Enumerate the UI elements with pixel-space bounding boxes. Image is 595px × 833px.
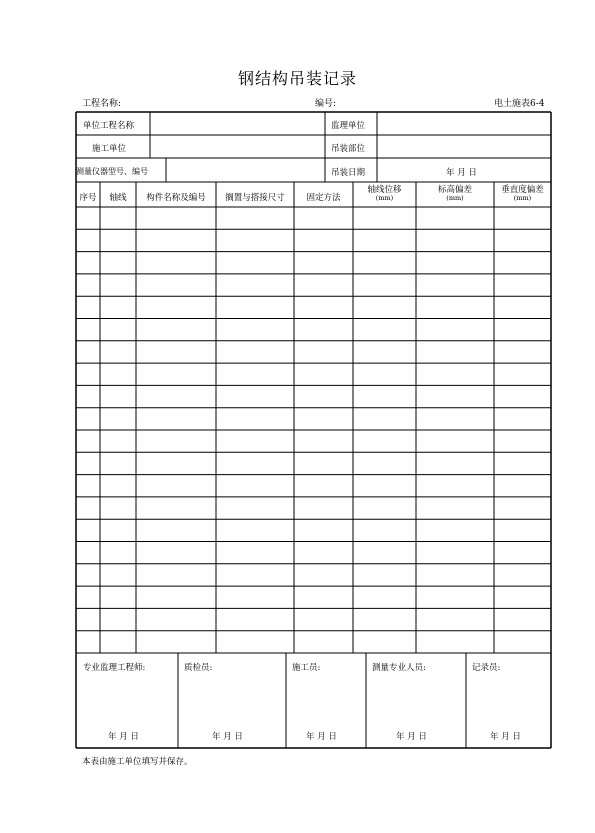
header-elevation-unit: (mm) — [446, 194, 464, 202]
cell-seq — [76, 430, 100, 452]
cell-fixing — [294, 207, 353, 229]
header-verticality — [494, 185, 551, 202]
cell-fixing — [294, 497, 353, 519]
cell-seq — [76, 252, 100, 274]
header-axis-offset-unit: (mm) — [375, 194, 394, 202]
cell-elevation — [416, 408, 494, 430]
cell-seq — [76, 497, 100, 519]
recorder-date: 年 月 日 — [490, 732, 521, 742]
cell-seq — [76, 207, 100, 229]
cell-axis — [100, 564, 136, 586]
cell-verticality — [494, 452, 551, 474]
header-axis-offset-label: 轴线位移 — [367, 185, 402, 195]
header-verticality-label: 垂直度偏差 — [501, 185, 544, 195]
cell-axis — [100, 252, 136, 274]
cell-component — [136, 341, 216, 363]
cell-component — [136, 608, 216, 630]
cell-verticality — [494, 319, 551, 341]
table-row — [76, 207, 551, 229]
cell-support — [216, 296, 294, 318]
cell-component — [136, 564, 216, 586]
cell-support — [216, 274, 294, 296]
cell-support — [216, 207, 294, 229]
table-row — [76, 274, 551, 296]
cell-axis-offset — [353, 341, 416, 363]
lifting-part-label: 吊装部位 — [331, 144, 366, 154]
cell-axis-offset — [353, 475, 416, 497]
cell-verticality — [494, 408, 551, 430]
cell-axis-offset — [353, 452, 416, 474]
cell-fixing — [294, 252, 353, 274]
cell-verticality — [494, 430, 551, 452]
cell-verticality — [494, 608, 551, 630]
cell-verticality — [494, 542, 551, 564]
project-name-label: 工程名称: — [82, 99, 122, 109]
cell-elevation — [416, 274, 494, 296]
cell-elevation — [416, 252, 494, 274]
cell-seq — [76, 452, 100, 474]
cell-seq — [76, 385, 100, 407]
cell-axis-offset — [353, 207, 416, 229]
cell-axis — [100, 586, 136, 608]
header-axis-offset — [353, 185, 416, 202]
cell-seq — [76, 296, 100, 318]
cell-axis-offset — [353, 631, 416, 653]
cell-axis-offset — [353, 252, 416, 274]
cell-support — [216, 608, 294, 630]
cell-elevation — [416, 586, 494, 608]
cell-seq — [76, 586, 100, 608]
table-row — [76, 586, 551, 608]
cell-verticality — [494, 274, 551, 296]
cell-support — [216, 408, 294, 430]
header-seq: 序号 — [79, 193, 97, 203]
cell-axis — [100, 408, 136, 430]
cell-axis-offset — [353, 296, 416, 318]
table-row — [76, 608, 551, 630]
cell-axis — [100, 296, 136, 318]
cell-verticality — [494, 475, 551, 497]
cell-fixing — [294, 229, 353, 251]
cell-axis — [100, 542, 136, 564]
cell-elevation — [416, 452, 494, 474]
instrument-label: 测量仪器型号、编号 — [76, 167, 148, 176]
cell-support — [216, 452, 294, 474]
surveyor-date: 年 月 日 — [396, 732, 427, 742]
cell-axis — [100, 385, 136, 407]
cell-verticality — [494, 207, 551, 229]
cell-axis — [100, 319, 136, 341]
table-row — [76, 564, 551, 586]
cell-support — [216, 341, 294, 363]
cell-component — [136, 319, 216, 341]
cell-support — [216, 497, 294, 519]
cell-fixing — [294, 475, 353, 497]
cell-seq — [76, 608, 100, 630]
cell-support — [216, 319, 294, 341]
table-row — [76, 408, 551, 430]
cell-support — [216, 252, 294, 274]
cell-support — [216, 542, 294, 564]
cell-elevation — [416, 519, 494, 541]
cell-axis-offset — [353, 497, 416, 519]
cell-axis-offset — [353, 519, 416, 541]
cell-fixing — [294, 274, 353, 296]
cell-fixing — [294, 341, 353, 363]
cell-elevation — [416, 631, 494, 653]
cell-elevation — [416, 319, 494, 341]
cell-axis-offset — [353, 608, 416, 630]
table-row — [76, 542, 551, 564]
cell-axis-offset — [353, 319, 416, 341]
constructor-date: 年 月 日 — [306, 732, 337, 742]
cell-elevation — [416, 363, 494, 385]
cell-component — [136, 207, 216, 229]
cell-seq — [76, 341, 100, 363]
page-title: 钢结构吊装记录 — [237, 69, 357, 88]
cell-component — [136, 385, 216, 407]
cell-axis — [100, 363, 136, 385]
cell-axis-offset — [353, 363, 416, 385]
cell-verticality — [494, 519, 551, 541]
cell-fixing — [294, 430, 353, 452]
table-row — [76, 385, 551, 407]
cell-fixing — [294, 608, 353, 630]
cell-seq — [76, 229, 100, 251]
header-elevation — [416, 185, 494, 202]
lifting-date-value: 年 月 日 — [446, 168, 477, 178]
header-component: 构件名称及编号 — [146, 193, 206, 203]
cell-axis-offset — [353, 385, 416, 407]
header-verticality-unit: (mm) — [513, 194, 532, 202]
cell-axis — [100, 207, 136, 229]
cell-elevation — [416, 229, 494, 251]
cell-seq — [76, 519, 100, 541]
cell-seq — [76, 363, 100, 385]
cell-axis — [100, 341, 136, 363]
cell-component — [136, 631, 216, 653]
cell-verticality — [494, 631, 551, 653]
table-row — [76, 296, 551, 318]
cell-axis-offset — [353, 586, 416, 608]
cell-fixing — [294, 385, 353, 407]
cell-support — [216, 631, 294, 653]
header-axis: 轴线 — [109, 193, 127, 203]
table-row — [76, 475, 551, 497]
cell-component — [136, 519, 216, 541]
table-row — [76, 252, 551, 274]
header-support-size: 搁置与搭接尺寸 — [225, 193, 285, 203]
cell-axis-offset — [353, 542, 416, 564]
cell-component — [136, 252, 216, 274]
cell-support — [216, 564, 294, 586]
cell-fixing — [294, 319, 353, 341]
table-row — [76, 319, 551, 341]
cell-fixing — [294, 363, 353, 385]
inspector-label: 质检员: — [184, 663, 213, 673]
cell-fixing — [294, 564, 353, 586]
cell-component — [136, 296, 216, 318]
constructor-label: 施工员: — [292, 663, 321, 673]
table-row — [76, 519, 551, 541]
cell-support — [216, 519, 294, 541]
cell-axis — [100, 229, 136, 251]
supervision-unit-label: 监理单位 — [331, 121, 366, 131]
cell-seq — [76, 631, 100, 653]
table-row — [76, 452, 551, 474]
supervisor-label: 专业监理工程师: — [83, 663, 146, 673]
cell-axis-offset — [353, 408, 416, 430]
table-row — [76, 631, 551, 653]
cell-support — [216, 430, 294, 452]
cell-seq — [76, 408, 100, 430]
cell-support — [216, 229, 294, 251]
cell-fixing — [294, 519, 353, 541]
cell-axis — [100, 519, 136, 541]
cell-elevation — [416, 207, 494, 229]
table-row — [76, 229, 551, 251]
cell-verticality — [494, 564, 551, 586]
cell-component — [136, 452, 216, 474]
cell-elevation — [416, 564, 494, 586]
cell-fixing — [294, 296, 353, 318]
cell-axis — [100, 452, 136, 474]
cell-verticality — [494, 363, 551, 385]
cell-support — [216, 363, 294, 385]
cell-fixing — [294, 586, 353, 608]
header-fixing-method: 固定方法 — [306, 193, 341, 203]
cell-fixing — [294, 631, 353, 653]
cell-axis — [100, 475, 136, 497]
table-row — [76, 430, 551, 452]
cell-elevation — [416, 341, 494, 363]
table-row — [76, 497, 551, 519]
form-code: 电土施表6-4 — [494, 99, 545, 109]
header-elevation-label: 标高偏差 — [437, 185, 472, 195]
cell-fixing — [294, 452, 353, 474]
table-row — [76, 341, 551, 363]
recorder-label: 记录员: — [472, 663, 501, 673]
cell-elevation — [416, 296, 494, 318]
cell-component — [136, 586, 216, 608]
inspector-date: 年 月 日 — [212, 732, 243, 742]
cell-component — [136, 274, 216, 296]
unit-project-name-label: 单位工程名称 — [83, 121, 135, 131]
cell-component — [136, 408, 216, 430]
cell-component — [136, 430, 216, 452]
cell-seq — [76, 542, 100, 564]
cell-component — [136, 497, 216, 519]
cell-support — [216, 475, 294, 497]
number-label: 编号: — [315, 99, 337, 109]
cell-elevation — [416, 542, 494, 564]
cell-elevation — [416, 497, 494, 519]
lifting-date-label: 吊装日期 — [331, 168, 366, 178]
cell-verticality — [494, 229, 551, 251]
cell-elevation — [416, 608, 494, 630]
cell-seq — [76, 564, 100, 586]
cell-component — [136, 363, 216, 385]
cell-verticality — [494, 252, 551, 274]
cell-support — [216, 385, 294, 407]
cell-axis-offset — [353, 229, 416, 251]
cell-axis — [100, 631, 136, 653]
cell-verticality — [494, 497, 551, 519]
cell-component — [136, 475, 216, 497]
cell-axis — [100, 608, 136, 630]
cell-seq — [76, 274, 100, 296]
cell-fixing — [294, 542, 353, 564]
cell-component — [136, 229, 216, 251]
table-row — [76, 363, 551, 385]
cell-verticality — [494, 296, 551, 318]
cell-seq — [76, 475, 100, 497]
cell-axis — [100, 274, 136, 296]
cell-elevation — [416, 385, 494, 407]
cell-axis-offset — [353, 564, 416, 586]
cell-verticality — [494, 385, 551, 407]
cell-support — [216, 586, 294, 608]
cell-fixing — [294, 408, 353, 430]
cell-axis — [100, 497, 136, 519]
cell-seq — [76, 319, 100, 341]
surveyor-label: 测量专业人员: — [372, 663, 426, 673]
footnote: 本表由施工单位填写并保存。 — [82, 757, 193, 767]
cell-axis-offset — [353, 274, 416, 296]
cell-elevation — [416, 430, 494, 452]
construction-unit-label: 施工单位 — [92, 144, 127, 154]
cell-elevation — [416, 475, 494, 497]
cell-axis-offset — [353, 430, 416, 452]
cell-verticality — [494, 586, 551, 608]
cell-verticality — [494, 341, 551, 363]
cell-axis — [100, 430, 136, 452]
supervisor-date: 年 月 日 — [108, 732, 139, 742]
cell-component — [136, 542, 216, 564]
